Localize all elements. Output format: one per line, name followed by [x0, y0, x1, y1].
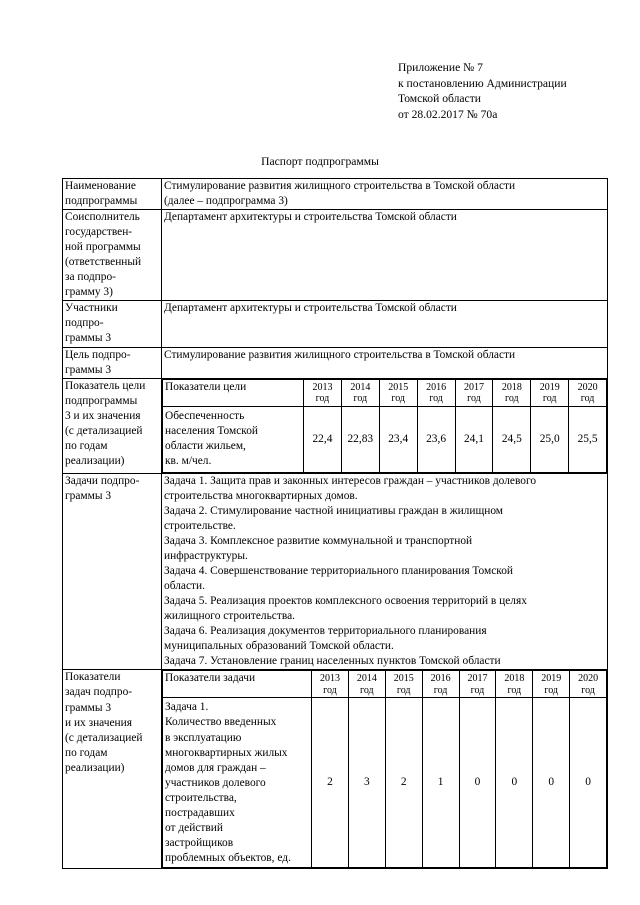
year-header [570, 671, 607, 698]
year-unit: год [396, 684, 411, 696]
task-line: области. [164, 580, 205, 593]
indicator-line: участников долевого [165, 776, 266, 789]
indicator-value: 0 [459, 698, 496, 868]
indicator-value: 2 [312, 698, 349, 868]
year-value: 2015 [393, 673, 414, 685]
row-participants [63, 301, 608, 347]
label-line: грамму 3) [65, 286, 113, 299]
row-coexecutor [63, 210, 608, 301]
year-header [385, 671, 422, 698]
label-line: за подпро- [65, 271, 116, 284]
indicator-value: 24,1 [455, 406, 493, 472]
value-cell: Стимулирование развития жилищного строительства в Томской области [162, 347, 608, 378]
year-unit: год [542, 393, 557, 405]
appendix-line: Томской области [398, 92, 481, 106]
task-line: Задача 7. Установление границ населенных пунктов Томской области [164, 655, 501, 668]
value-line: (далее – подпрограмма 3) [164, 195, 288, 208]
label-line: подпро- [65, 317, 104, 330]
year-unit: год [581, 684, 595, 696]
year-unit: год [315, 393, 330, 405]
year-value: 2020 [578, 673, 599, 685]
label-cell [63, 179, 162, 210]
label-cell [63, 473, 162, 670]
row-goal [63, 347, 608, 378]
indicator-value: 25,0 [531, 406, 569, 472]
label-line: граммы 3 [65, 363, 112, 376]
year-unit: год [467, 393, 481, 405]
label-cell [63, 670, 162, 869]
year-value: 2019 [539, 381, 560, 393]
label-cell [63, 210, 162, 301]
year-header [493, 379, 531, 406]
year-unit: год [544, 684, 559, 696]
indicator-line: застройщиков [165, 836, 234, 849]
value-line: Стимулирование развития жилищного строительства в Томской области [164, 180, 516, 192]
label-line: (с детализацией [65, 424, 143, 437]
year-header [569, 379, 607, 406]
label-line: (ответственный [65, 256, 142, 269]
indicator-value: 0 [570, 698, 607, 868]
year-header [379, 379, 417, 406]
year-header [455, 379, 493, 406]
year-value: 2016 [430, 673, 451, 685]
year-unit: год [504, 393, 519, 405]
label-cell [63, 347, 162, 378]
indicator-line: в эксплуатацию [165, 731, 242, 744]
year-value: 2014 [350, 381, 371, 393]
task-line: инфраструктуры. [164, 550, 248, 563]
task-line: Задача 3. Комплексное развитие коммунальной и транспортной [164, 534, 473, 547]
document-title: Паспорт подпрограммы [261, 155, 379, 168]
label-line: Наименование [65, 180, 136, 192]
year-value: 2016 [426, 381, 447, 393]
label-line: государствен- [65, 226, 133, 239]
indicator-row [163, 406, 607, 472]
task-indicators-cell [162, 670, 608, 869]
indicator-line: населения Томской [165, 424, 259, 437]
indicator-line: Количество введенных [165, 716, 277, 729]
label-line: подпрограммы [65, 394, 138, 407]
label-line: 3 и их значения [65, 409, 141, 422]
indicator-value: 1 [422, 698, 459, 868]
task-line: строительства многоквартирных домов. [164, 489, 358, 502]
indicator-value: 22,4 [304, 406, 342, 472]
year-unit: год [353, 393, 368, 405]
indicators-header: Показатели цели [163, 379, 304, 406]
indicator-line: проблемных объектов, ед. [165, 851, 291, 864]
year-unit: год [323, 684, 337, 696]
indicator-line: кв. м/чел. [165, 454, 212, 467]
indicator-value: 23,6 [417, 406, 455, 472]
indicator-value: 22,83 [341, 406, 379, 472]
label-line: Задачи подпро- [65, 474, 140, 487]
year-unit: год [433, 684, 448, 696]
row-goal-indicators [63, 378, 608, 473]
row-tasks [63, 473, 608, 670]
label-line: Показатели [65, 671, 121, 684]
years-header-row [163, 671, 607, 698]
years-header-row [163, 379, 607, 406]
row-task-indicators [63, 670, 608, 869]
task-line: Задача 5. Реализация проектов комплексного освоения территорий в целях [164, 595, 527, 608]
indicators-header: Показатели задачи [163, 671, 312, 698]
year-header [312, 671, 349, 698]
year-unit: год [507, 684, 522, 696]
label-line: Показатель цели [65, 379, 146, 392]
indicator-line: домов для граждан – [165, 761, 266, 774]
year-value: 2014 [356, 673, 377, 685]
indicator-line: строительства, [165, 791, 237, 804]
task-indicators-table [162, 670, 607, 868]
label-cell [63, 301, 162, 347]
indicator-line: многоквартирных жилых [165, 746, 288, 759]
indicator-row [163, 698, 607, 868]
year-unit: год [580, 393, 595, 405]
label-line: реализации) [65, 761, 125, 774]
label-line: Цель подпро- [65, 348, 131, 361]
indicator-line: области жильем, [165, 439, 246, 452]
value-cell: Департамент архитектуры и строительства Томской области [162, 301, 608, 347]
year-unit: год [470, 684, 485, 696]
year-header [533, 671, 570, 698]
task-line: Задача 2. Стимулирование частной инициативы граждан в жилищном [164, 504, 504, 517]
year-value: 2018 [501, 381, 522, 393]
goal-indicators-cell [162, 378, 608, 473]
label-line: граммы 3 [65, 489, 112, 502]
label-cell [63, 378, 162, 473]
row-name [63, 179, 608, 210]
indicator-value: 2 [385, 698, 422, 868]
year-header [531, 379, 569, 406]
year-header [417, 379, 455, 406]
year-value: 2019 [541, 673, 562, 685]
label-line: Участники [65, 302, 118, 315]
label-line: ной программы [65, 241, 141, 254]
year-value: 2017 [467, 673, 488, 685]
task-line: жилищного строительства. [164, 610, 295, 623]
indicator-value: 24,5 [493, 406, 531, 472]
label-line: подпрограммы [65, 195, 138, 208]
year-unit: год [391, 393, 406, 405]
label-line: граммы 3 [65, 332, 112, 345]
indicator-name [163, 406, 304, 472]
indicator-line: пострадавших [165, 806, 235, 819]
task-line: строительстве. [164, 519, 236, 532]
indicator-value: 23,4 [379, 406, 417, 472]
year-header [341, 379, 379, 406]
year-header [348, 671, 385, 698]
label-line: граммы 3 [65, 701, 112, 714]
task-line: Задача 1. Защита прав и законных интересов граждан – участников долевого [164, 474, 537, 487]
year-header [459, 671, 496, 698]
appendix-note [398, 60, 628, 122]
task-line: Задача 4. Совершенствование территориального планирования Томской [164, 565, 514, 578]
value-cell: Департамент архитектуры и строительства Томской области [162, 210, 608, 301]
value-cell [162, 179, 608, 210]
year-value: 2013 [312, 381, 333, 393]
year-unit: год [429, 393, 443, 405]
label-line: по годам [65, 439, 108, 452]
year-header [304, 379, 342, 406]
label-line: задач подпро- [65, 686, 133, 699]
year-unit: год [359, 684, 374, 696]
year-value: 2018 [504, 673, 525, 685]
label-line: реализации) [65, 454, 125, 467]
indicator-value: 0 [496, 698, 533, 868]
indicator-value: 25,5 [569, 406, 607, 472]
indicator-line: Задача 1. [165, 701, 209, 714]
label-line: по годам [65, 746, 108, 759]
label-line: Соисполнитель [65, 211, 140, 224]
year-value: 2015 [388, 381, 409, 393]
year-value: 2020 [577, 381, 598, 393]
year-value: 2017 [463, 381, 484, 393]
indicator-value: 3 [348, 698, 385, 868]
year-value: 2013 [319, 673, 340, 685]
passport-table [62, 178, 608, 869]
task-line: Задача 6. Реализация документов территориального планирования [164, 625, 487, 638]
year-header [422, 671, 459, 698]
goal-indicators-table [162, 379, 607, 473]
task-line: муниципальных образований Томской области. [164, 640, 394, 653]
appendix-line: Приложение № 7 [398, 61, 483, 74]
label-line: и их значения [65, 716, 132, 729]
appendix-line: к постановлению Администрации [398, 76, 567, 90]
label-line: (с детализацией [65, 731, 143, 744]
tasks-cell [162, 473, 608, 670]
year-header [496, 671, 533, 698]
indicator-name [163, 698, 312, 868]
indicator-value: 0 [533, 698, 570, 868]
indicator-line: от действий [165, 821, 223, 834]
indicator-line: Обеспеченность [165, 409, 245, 422]
appendix-line: от 28.02.2017 № 70а [398, 107, 498, 121]
